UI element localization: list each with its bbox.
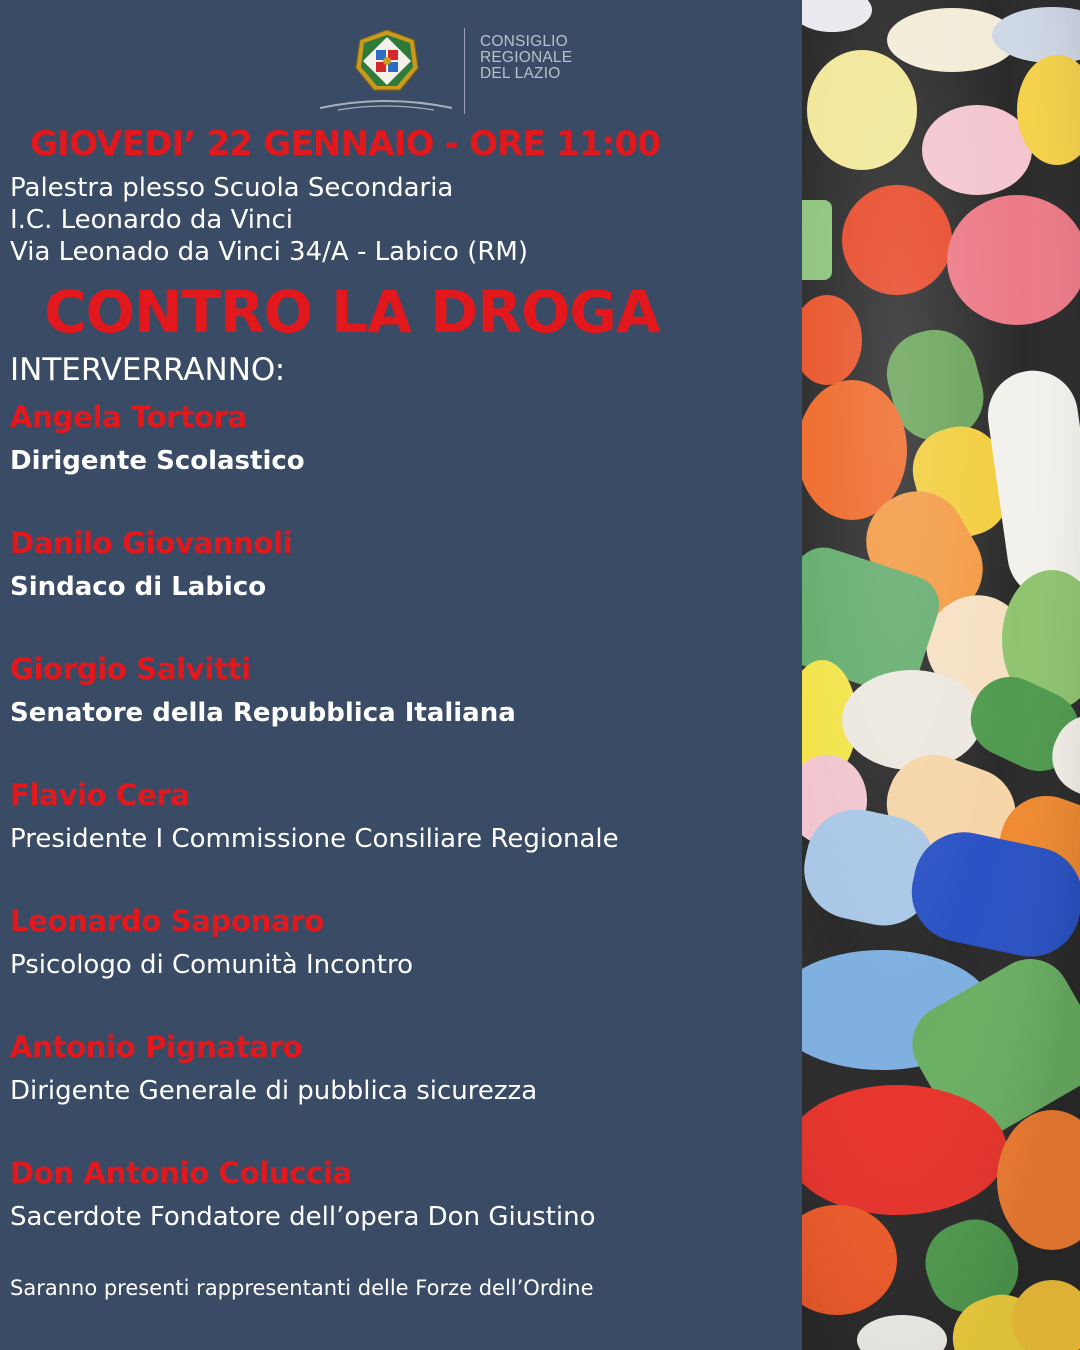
event-headline: CONTRO LA DROGA	[44, 278, 660, 346]
logo-line: DEL LAZIO	[480, 65, 561, 82]
speaker-item	[10, 526, 790, 636]
speaker-name: Leonardo Saponaro	[10, 904, 324, 938]
speaker-role: Senatore della Repubblica Italiana	[10, 698, 516, 728]
event-venue	[10, 172, 770, 268]
speaker-name: Flavio Cera	[10, 778, 190, 812]
speaker-name: Giorgio Salvitti	[10, 652, 251, 686]
venue-line: I.C. Leonardo da Vinci	[10, 205, 294, 235]
speaker-item	[10, 1156, 790, 1266]
speaker-item	[10, 652, 790, 762]
lazio-crest-icon	[354, 28, 420, 94]
logo-org-name	[480, 34, 600, 82]
speaker-item	[10, 400, 790, 510]
footer-note: Saranno presenti rappresentanti delle Forze dell’Ordine	[10, 1276, 594, 1300]
speaker-item	[10, 904, 790, 1014]
logo-line: CONSIGLIO	[480, 33, 568, 50]
speaker-role: Presidente I Commissione Consiliare Regionale	[10, 824, 619, 854]
venue-line: Palestra plesso Scuola Secondaria	[10, 173, 454, 203]
speaker-role: Dirigente Scolastico	[10, 446, 305, 476]
speaker-role: Dirigente Generale di pubblica sicurezza	[10, 1076, 538, 1106]
speaker-name: Don Antonio Coluccia	[10, 1156, 352, 1190]
logo-swoosh	[318, 96, 454, 116]
logo-line: REGIONALE	[480, 49, 573, 66]
pills-photo	[802, 0, 1080, 1350]
venue-line: Via Leonado da Vinci 34/A - Labico (RM)	[10, 237, 528, 267]
speaker-item	[10, 778, 790, 888]
speakers-intro: INTERVERRANNO:	[10, 352, 286, 388]
speaker-role: Psicologo di Comunità Incontro	[10, 950, 413, 980]
consiglio-regionale-logo	[318, 26, 588, 116]
speaker-name: Antonio Pignataro	[10, 1030, 303, 1064]
event-date-time: GIOVEDI’ 22 GENNAIO - ORE 11:00	[30, 124, 661, 164]
speaker-name: Angela Tortora	[10, 400, 247, 434]
speaker-role: Sindaco di Labico	[10, 572, 267, 602]
speaker-name: Danilo Giovannoli	[10, 526, 293, 560]
speaker-item	[10, 1030, 790, 1140]
logo-divider	[464, 28, 465, 114]
speaker-role: Sacerdote Fondatore dell’opera Don Giustino	[10, 1202, 596, 1232]
